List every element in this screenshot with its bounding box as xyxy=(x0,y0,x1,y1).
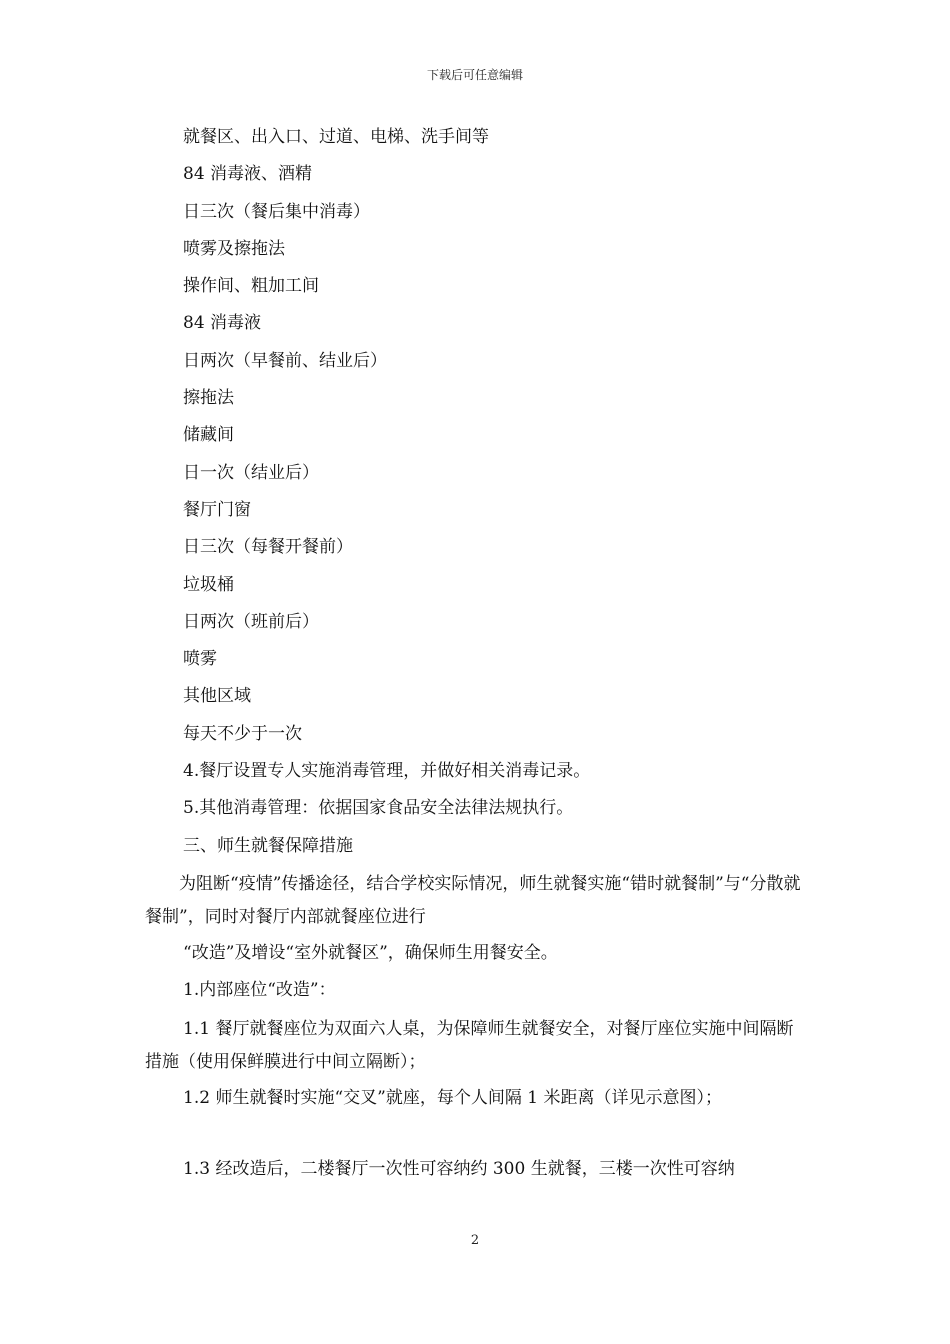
text-line: 5.其他消毒管理：依据国家食品安全法律法规执行。 xyxy=(183,798,574,819)
text-line: 日两次（早餐前、结业后） xyxy=(183,350,387,371)
text-line: 操作间、粗加工间 xyxy=(183,276,319,297)
text-line: 就餐区、出入口、过道、电梯、洗手间等 xyxy=(183,127,489,147)
text-line: 喷雾及擦拖法 xyxy=(183,238,285,259)
text-line: 日三次（餐后集中消毒） xyxy=(183,201,370,222)
text-line: 日三次（每餐开餐前） xyxy=(183,537,353,558)
paragraph: 为阻断“疫情”传播途径，结合学校实际情况，师生就餐实施“错时就餐制”与“分散就餐制”，同时对餐厅内部就餐座位进行 xyxy=(145,873,801,927)
text-line: 餐厅门窗 xyxy=(183,499,251,520)
blank-space xyxy=(145,1120,810,1154)
text-line: 喷雾 xyxy=(183,649,217,670)
section-heading: 三、师生就餐保障措施 xyxy=(183,835,353,856)
list-item: 1.3 经改造后，二楼餐厅一次性可容纳约 300 生就餐，三楼一次性可容纳 xyxy=(183,1158,735,1179)
text-line: 垃圾桶 xyxy=(183,574,234,595)
text-line: 每天不少于一次 xyxy=(183,723,302,744)
paragraph: “改造”及增设“室外就餐区”，确保师生用餐安全。 xyxy=(183,942,558,963)
list-item: 1.内部座位“改造”： xyxy=(183,980,336,1001)
page-number: 2 xyxy=(470,1233,480,1248)
page-header: 下载后可任意编辑 xyxy=(426,68,523,82)
document-body xyxy=(145,122,810,1191)
text-line: 储藏间 xyxy=(183,425,234,446)
text-line: 84 消毒液 xyxy=(183,313,262,334)
text-line: 擦拖法 xyxy=(183,388,234,409)
text-line: 日一次（结业后） xyxy=(183,462,319,483)
text-line: 日两次（班前后） xyxy=(183,611,319,632)
text-line: 4.餐厅设置专人实施消毒管理，并做好相关消毒记录。 xyxy=(183,761,591,782)
text-line: 84 消毒液、酒精 xyxy=(183,164,313,185)
list-item: 1.1 餐厅就餐座位为双面六人桌，为保障师生就餐安全，对餐厅座位实施中间隔断措施（使用保鲜膜进行中间立隔断）； xyxy=(145,1018,794,1072)
text-line: 其他区域 xyxy=(183,686,251,707)
list-item: 1.2 师生就餐时实施“交叉”就座，每个人间隔 1 米距离（详见示意图）； xyxy=(183,1087,722,1108)
